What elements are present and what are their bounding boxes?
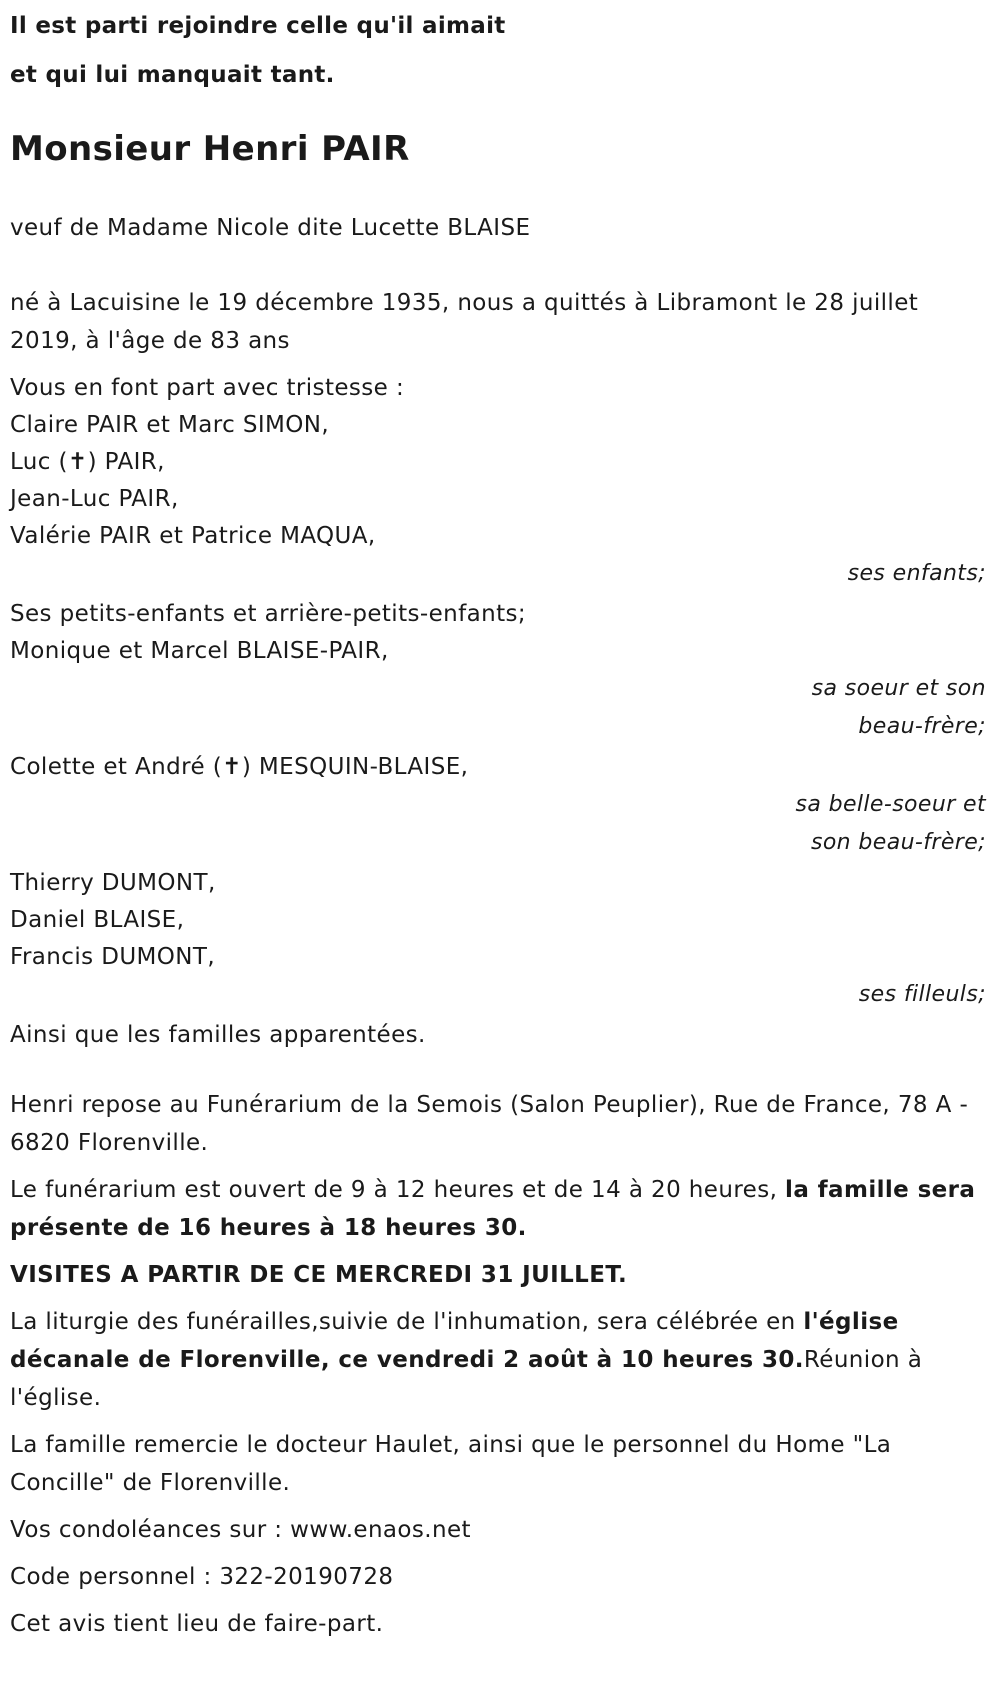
liturgy-meeting: Réunion à l'église.	[10, 1347, 923, 1411]
visits-notice: VISITES A PARTIR DE CE MERCREDI 31 JUILLET.	[10, 1262, 628, 1288]
thanks-line: La famille remercie le docteur Haulet, ainsi que le personnel du Home "La Concille" de Florenville.	[10, 1432, 892, 1496]
sister-in-law-relation-2: son beau-frère;	[810, 830, 986, 855]
sister-in-law-name: Colette et André (✝) MESQUIN-BLAISE,	[10, 754, 469, 780]
notice-line: Cet avis tient lieu de faire-part.	[10, 1611, 384, 1637]
personal-code: Code personnel : 322-20190728	[10, 1564, 394, 1590]
family-presence: la famille sera présente de 16 heures à 18 heures 30.	[10, 1177, 976, 1241]
liturgy-paragraph	[10, 1303, 984, 1417]
rest-location: Henri repose au Funérarium de la Semois (Salon Peuplier), Rue de France, 78 A - 6820 Florenville.	[10, 1092, 969, 1156]
quote-line-2: et qui lui manquait tant.	[10, 62, 335, 88]
godchild-name: Francis DUMONT,	[10, 944, 216, 970]
godchild-name: Daniel BLAISE,	[10, 907, 185, 933]
sister-name: Monique et Marcel BLAISE-PAIR,	[10, 638, 389, 664]
child-name: Luc (✝) PAIR,	[10, 449, 165, 475]
children-list	[10, 407, 984, 555]
sister-relation-2: beau-frère;	[858, 714, 986, 739]
condolences-line: Vos condoléances sur : www.enaos.net	[10, 1517, 471, 1543]
child-name: Valérie PAIR et Patrice MAQUA,	[10, 523, 376, 549]
liturgy-text: La liturgie des funérailles,suivie de l'inhumation, sera célébrée en	[10, 1309, 804, 1335]
quote-line-1: Il est parti rejoindre celle qu'il aimait	[10, 13, 506, 39]
visiting-hours-text: Le funérarium est ouvert de 9 à 12 heures et de 14 à 20 heures,	[10, 1177, 786, 1203]
godchildren-relation: ses filleuls;	[858, 982, 986, 1007]
widow-line: veuf de Madame Nicole dite Lucette BLAISE	[10, 215, 531, 241]
godchild-name: Thierry DUMONT,	[10, 870, 216, 896]
deceased-name: Monsieur Henri PAIR	[10, 129, 410, 169]
children-relation: ses enfants;	[847, 561, 986, 586]
visiting-hours	[10, 1171, 984, 1247]
sister-relation-1: sa soeur et son	[811, 676, 986, 701]
announce-line: Vous en font part avec tristesse :	[10, 375, 405, 401]
child-name: Jean-Luc PAIR,	[10, 486, 179, 512]
liturgy-place-time: l'église décanale de Florenville, ce vendredi 2 août à 10 heures 30.	[10, 1309, 899, 1373]
grandchildren-line: Ses petits-enfants et arrière-petits-enfants;	[10, 601, 527, 627]
birth-death-line: né à Lacuisine le 19 décembre 1935, nous a quittés à Libramont le 28 juillet 2019, à l'âge de 83 ans	[10, 290, 919, 354]
families-line: Ainsi que les familles apparentées.	[10, 1022, 426, 1048]
child-name: Claire PAIR et Marc SIMON,	[10, 412, 330, 438]
godchildren-list	[10, 865, 984, 976]
sister-in-law-relation-1: sa belle-soeur et	[795, 792, 986, 817]
